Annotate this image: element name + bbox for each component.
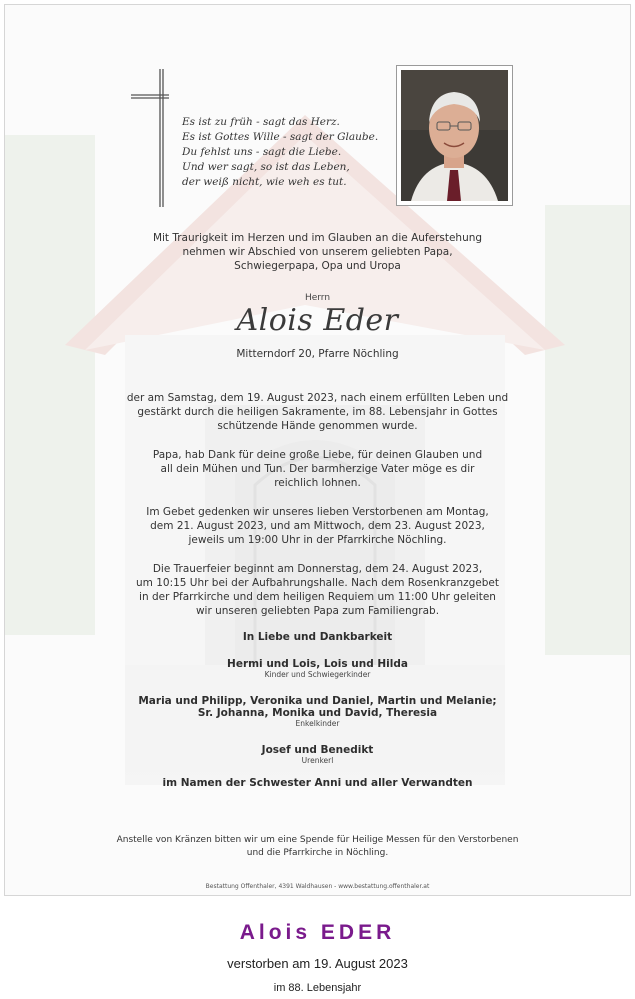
paragraph-line: schützende Hände genommen wurde. [217, 420, 418, 432]
paragraph-prayer [5, 505, 630, 547]
portrait-photo [396, 65, 513, 206]
donation-line: Anstelle von Kränzen bitten wir um eine Spende für Heilige Messen für den Verstorbenen [116, 835, 519, 845]
intro-line: Mit Traurigkeit im Herzen und im Glauben an die Auferstehung [152, 232, 483, 244]
paragraph-line: der am Samstag, dem 19. August 2023, nach einem erfüllten Leben und [126, 392, 509, 404]
deceased-name: Alois Eder [236, 303, 399, 338]
poem-line: der weiß nicht, wie weh es tut. [182, 176, 347, 188]
paragraph-line: Im Gebet gedenken wir unseres lieben Verstorbenen am Montag, [146, 506, 489, 518]
intro-line: nehmen wir Abschied von unserem geliebten Papa, [182, 246, 453, 258]
mourner-names: Hermi und Lois, Lois und Hilda [227, 658, 408, 670]
paragraph-line: gestärkt durch die heiligen Sakramente, im 88. Lebensjahr in Gottes [137, 406, 498, 418]
undertaker-text: Bestattung Offenthaler, 4391 Waldhausen - www.bestattung.offenthaler.at [205, 883, 430, 890]
cross-icon [129, 67, 169, 209]
paragraph-line: Papa, hab Dank für deine große Liebe, für deinen Glauben und [152, 449, 483, 461]
paragraph-line: in der Pfarrkirche und dem heiligen Requiem um 11:00 Uhr geleiten [139, 591, 496, 603]
relatives-text: im Namen der Schwester Anni und aller Verwandten [162, 777, 473, 789]
mourner-relation: Kinder und Schwiegerkinder [264, 670, 371, 679]
mourner-group-greatgrandchildren [5, 744, 630, 765]
salutation: Herrn [304, 293, 331, 303]
closing-text: In Liebe und Dankbarkeit [242, 631, 393, 643]
poem-line: Es ist zu früh - sagt das Herz. [182, 116, 340, 128]
mourner-names: Josef und Benedikt [261, 744, 374, 756]
paragraph-line: Die Trauerfeier beginnt am Donnerstag, dem 24. August 2023, [152, 563, 483, 575]
portrait-image [401, 70, 508, 201]
footer-death-date: verstorben am 19. August 2023 [227, 956, 408, 971]
mourner-group-children [5, 658, 630, 679]
mourner-relation: Enkelkinder [295, 719, 340, 728]
paragraph-line: jeweils um 19:00 Uhr in der Pfarrkirche Nöchling. [188, 534, 447, 546]
paragraph-thanks [5, 448, 630, 490]
mourner-names: Maria und Philipp, Veronika und Daniel, Martin und Melanie; [138, 695, 497, 707]
address: Mitterndorf 20, Pfarre Nöchling [236, 348, 399, 360]
mourner-group-grandchildren [5, 695, 630, 728]
mourner-relation: Urenkerl [301, 756, 334, 765]
footer-age: im 88. Lebensjahr [273, 982, 362, 994]
poem-line: Du fehlst uns - sagt die Liebe. [182, 146, 342, 158]
paragraph-death [5, 391, 630, 433]
footer-deceased-name: Alois EDER [239, 921, 396, 944]
paragraph-line: dem 21. August 2023, und am Mittwoch, dem 23. August 2023, [150, 520, 485, 532]
donation-text [5, 834, 630, 860]
poem-line: Und wer sagt, so ist das Leben, [182, 161, 350, 173]
parte-card [4, 4, 631, 896]
intro-line: Schwiegerpapa, Opa und Uropa [234, 260, 401, 272]
mourner-names: Sr. Johanna, Monika und David, Theresia [197, 707, 438, 719]
poem [182, 115, 392, 190]
paragraph-line: reichlich lohnen. [274, 477, 361, 489]
donation-line: und die Pfarrkirche in Nöchling. [246, 848, 389, 858]
paragraph-line: wir unseren geliebten Papa zum Familiengrab. [195, 605, 440, 617]
paragraph-line: um 10:15 Uhr bei der Aufbahrungshalle. Nach dem Rosenkranzgebet [135, 577, 500, 589]
poem-line: Es ist Gottes Wille - sagt der Glaube. [182, 131, 379, 143]
intro-text [5, 231, 630, 273]
paragraph-line: all dein Mühen und Tun. Der barmherzige Vater möge es dir [160, 463, 475, 475]
paragraph-funeral [5, 562, 630, 618]
